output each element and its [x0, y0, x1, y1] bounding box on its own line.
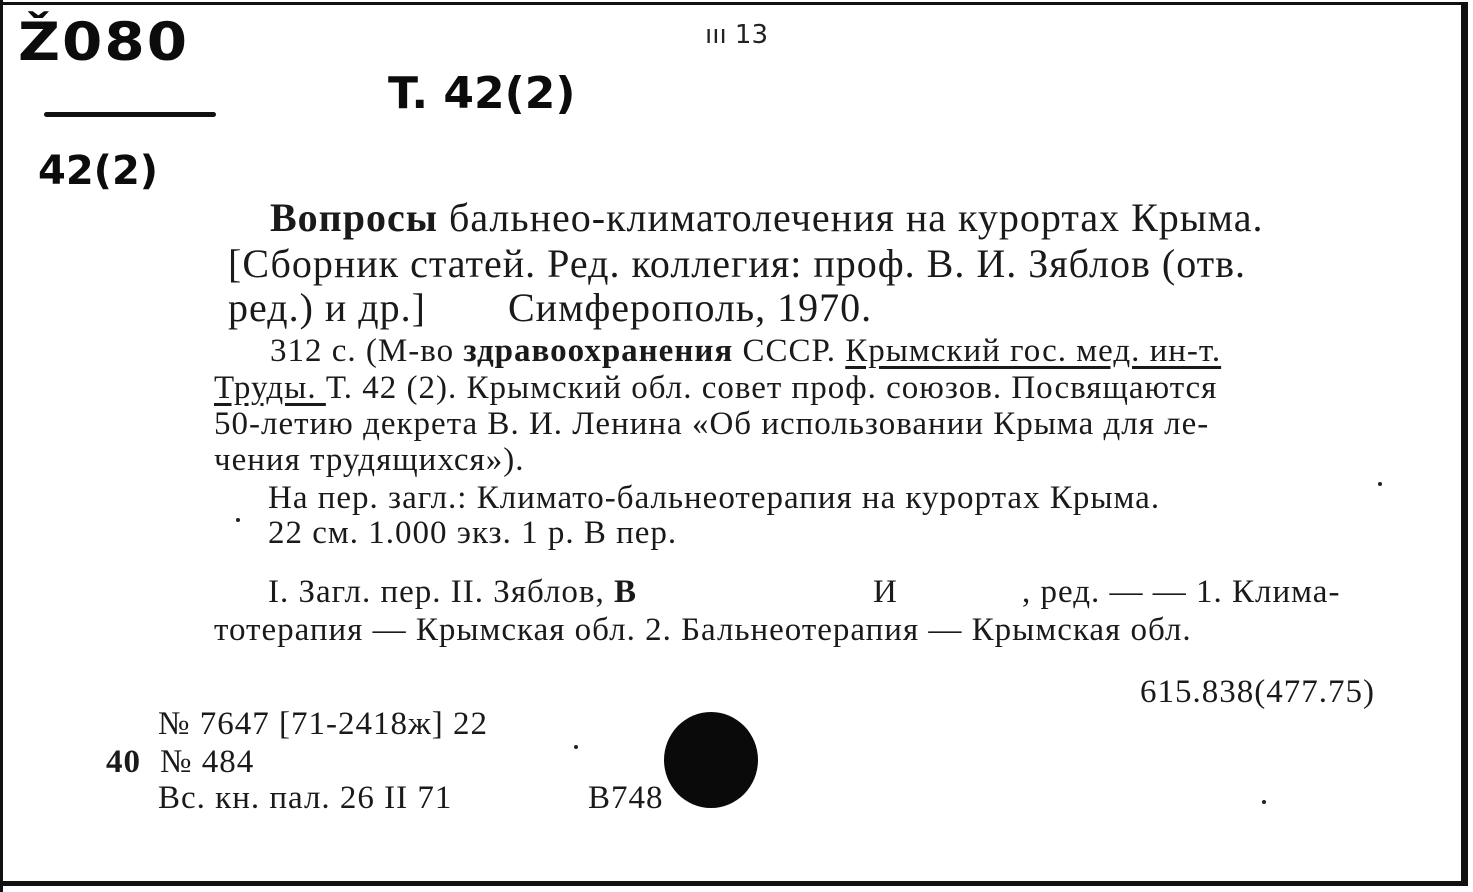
stray-mark	[574, 745, 578, 749]
tracing-initial-i: И	[873, 574, 898, 610]
pencil-note: ııı 13	[705, 20, 769, 50]
imprint-count-value: 40	[106, 744, 141, 780]
description-line-4: чения трудящихся»).	[214, 442, 525, 478]
shelf-mark-underline	[44, 112, 216, 117]
cover-title-note: На пер. загл.: Климато-бальнеотерапия на курортах Крыма.	[268, 480, 1161, 516]
handwritten-volume-mark: T. 42(2)	[388, 68, 576, 119]
imprint-number: № 484	[160, 744, 255, 780]
title-editors: ред.) и др.]	[228, 285, 426, 330]
handwritten-volume-number: 42(2)	[38, 148, 159, 194]
tracing-title: I. Загл. пер. II. Зяблов,	[268, 574, 615, 610]
pages-text: 312 с. (М-во	[270, 333, 464, 369]
title-line-2: [Сборник статей. Ред. коллегия: проф. В. И. Зяблов (отв.	[228, 241, 1247, 286]
publication-place-year: Симферополь, 1970.	[507, 285, 873, 330]
description-line-3: 50-летию декрета В. И. Ленина «Об использовании Крыма для ле-	[214, 406, 1210, 442]
ussr-text: СССР.	[733, 333, 846, 369]
handwritten-shelf-mark: Ž080	[18, 11, 190, 73]
tracings-line-2: тотерапия — Крымская обл. 2. Бальнеотерапия — Крымская обл.	[214, 612, 1192, 648]
punch-hole	[664, 712, 758, 808]
title-rest: бальнео-климатолечения на курортах Крыма.	[448, 195, 1264, 240]
imprint-order: № 7647 [71-2418ж] 22	[158, 706, 489, 742]
series-trudy-link: Труды.	[214, 370, 326, 406]
physical-description: 22 см. 1.000 экз. 1 р. В пер.	[268, 515, 678, 551]
tracing-initial-v: В	[614, 574, 638, 610]
imprint-count	[106, 744, 141, 781]
series-volume-text: Т. 42 (2). Крымский обл. совет проф. союзов. Посвящаются	[325, 370, 1218, 406]
stray-mark	[1262, 800, 1266, 804]
series-title-link: Крымский гос. мед. ин-т.	[845, 333, 1222, 369]
stray-mark	[1378, 482, 1382, 486]
description-line-2	[214, 370, 1217, 407]
imprint-signed: Вс. кн. пал. 26 II 71	[158, 780, 453, 816]
stray-mark	[236, 518, 240, 522]
imprint-code: В748	[588, 780, 664, 816]
classification-number: 615.838(477.75)	[1140, 674, 1375, 710]
ministry-word: здравоохранения	[463, 333, 734, 369]
title-line-1	[270, 194, 1263, 241]
title-line-3	[228, 284, 872, 331]
tracings-line-1	[268, 574, 637, 611]
tracing-subjects-start: , ред. — — 1. Клима-	[1022, 574, 1341, 610]
title-lead-word: Вопросы	[270, 195, 438, 240]
description-line-1	[270, 333, 1221, 370]
